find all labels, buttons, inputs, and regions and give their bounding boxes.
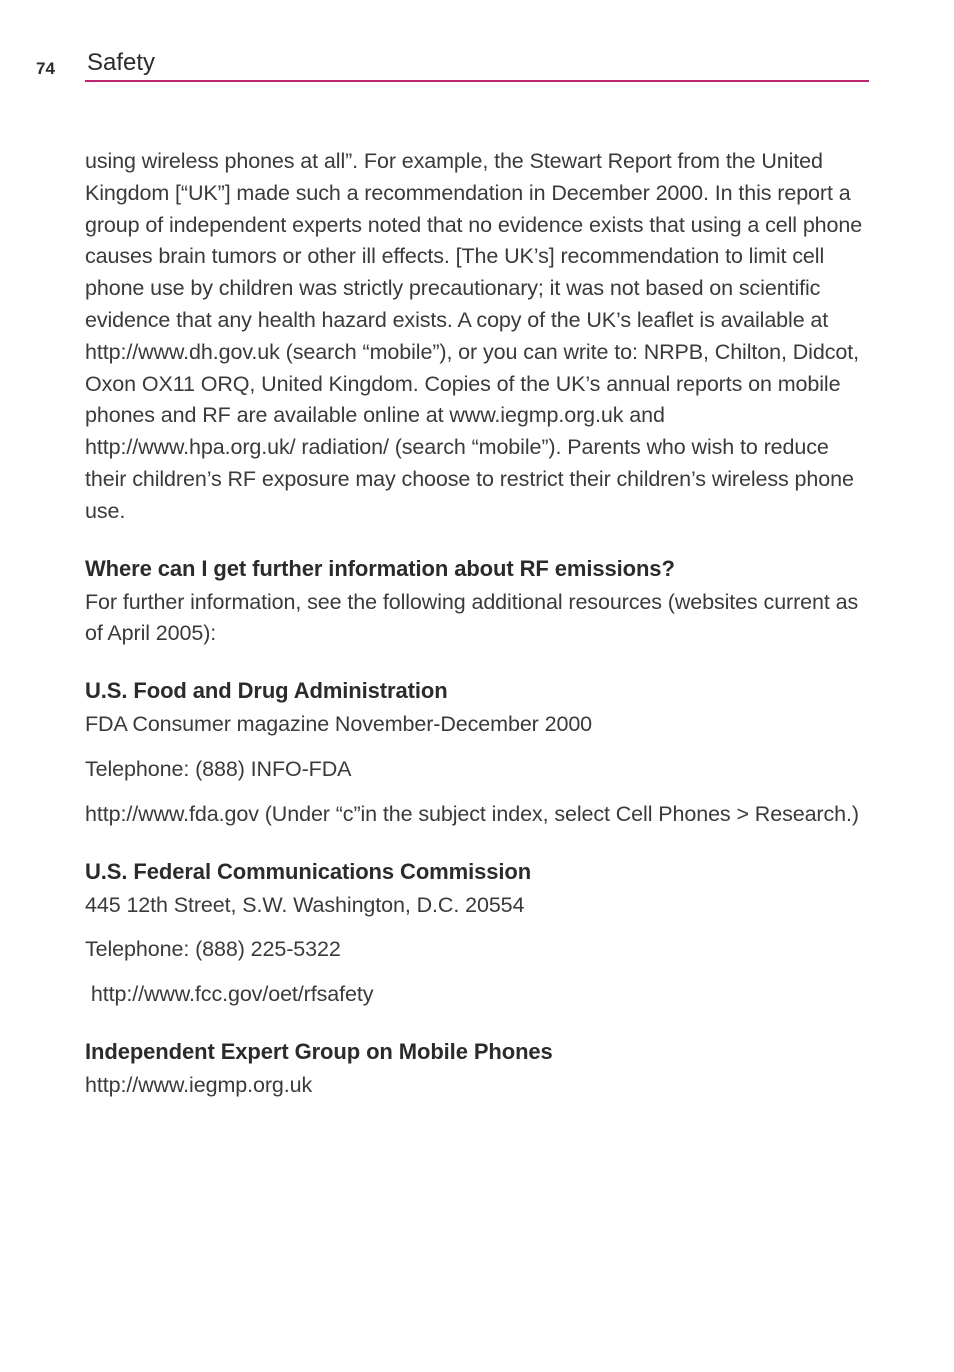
page-number: 74: [36, 59, 55, 78]
further-info-text: For further information, see the following additional resources (websites current as of April 2005):: [85, 589, 859, 646]
further-info-heading: Where can I get further information about RF emissions?: [85, 555, 675, 581]
fcc-telephone: Telephone: (888) 225-5322: [85, 937, 341, 962]
page-content: [85, 146, 875, 1102]
fda-telephone: Telephone: (888) INFO-FDA: [85, 756, 352, 781]
section-title: Safety: [87, 49, 156, 76]
fda-heading: U.S. Food and Drug Administration: [85, 678, 448, 704]
fcc-heading: U.S. Federal Communications Commission: [85, 858, 532, 884]
header-rule: [85, 80, 869, 82]
fcc-website: http://www.fcc.gov/oet/rfsafety: [85, 982, 374, 1007]
iegmp-website: http://www.iegmp.org.uk: [85, 1072, 313, 1097]
fda-website: http://www.fda.gov (Under “c”in the subject index, select Cell Phones > Research.): [85, 801, 859, 826]
iegmp-heading: Independent Expert Group on Mobile Phones: [85, 1038, 553, 1064]
intro-paragraph: using wireless phones at all”. For example, the Stewart Report from the United Kingdom [“UK”] made such a recommendation in December 2000. In this report a group of independent experts noted that no evidence exists that using a cell phone causes brain tumors or other ill effects. [The UK’s] recommendation to limit cell phone use by children was strictly precautionary; it was not based on scientific evidence that any health hazard exists. A copy of the UK’s leaflet is available at http://www.dh.gov.uk (search “mobile”), or you can write to: NRPB, Chilton, Didcot, Oxon OX11 ORQ, United Kingdom. Copies of the UK’s annual reports on mobile phones and RF are available online at www.iegmp.org.uk and http://www.hpa.org.uk/ radiation/ (search “mobile”). Parents who wish to reduce their children’s RF exposure may choose to restrict their children’s wireless phone use.: [85, 149, 863, 523]
fda-magazine: FDA Consumer magazine November-December 2000: [85, 712, 593, 737]
fcc-address: 445 12th Street, S.W. Washington, D.C. 20554: [85, 892, 525, 917]
